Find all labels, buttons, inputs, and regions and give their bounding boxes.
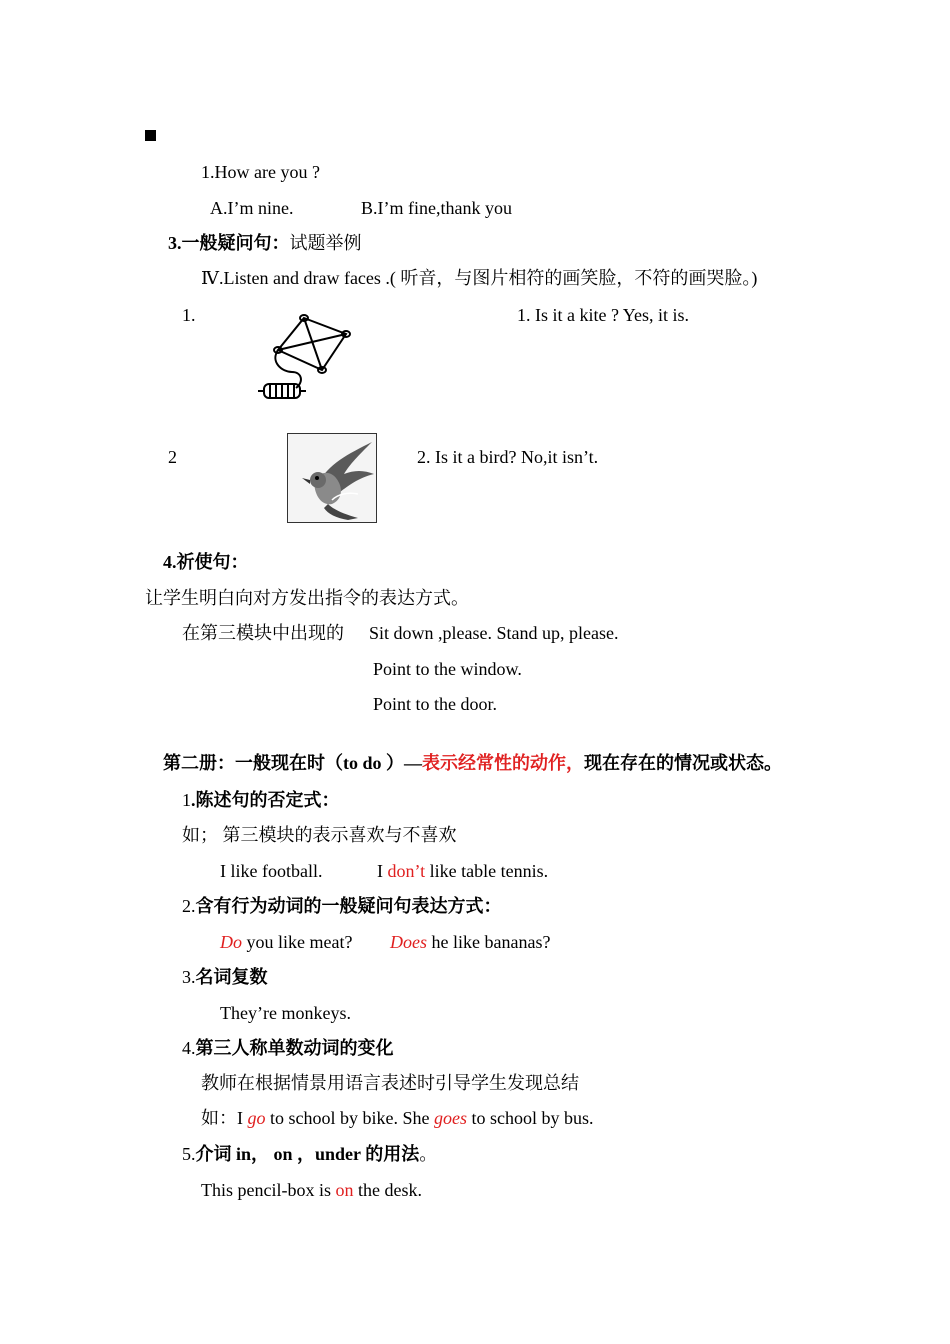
bird-image bbox=[287, 433, 377, 523]
bird-drawing bbox=[288, 434, 376, 522]
point4-example: 如：I go to school by bike. She goes to school by bus. bbox=[201, 1108, 594, 1128]
point2-example-b: Does he like bananas? bbox=[390, 932, 551, 952]
point4-description: 教师在根据情景用语言表述时引导学生发现总结 bbox=[201, 1073, 579, 1093]
imperative-example-2: Point to the window. bbox=[373, 659, 522, 679]
point2-example-a: Do you like meat? bbox=[220, 932, 353, 952]
section4-description: 让学生明白向对方发出指令的表达方式。 bbox=[145, 588, 469, 608]
item2-text: 2. Is it a bird? No,it isn’t. bbox=[417, 447, 599, 467]
imperative-example-1: Sit down ,please. Stand up, please. bbox=[369, 623, 619, 643]
option-a: A.I’m nine. bbox=[210, 198, 294, 218]
point1-heading: 1.陈述句的否定式： bbox=[182, 790, 340, 810]
point5-heading: 5.介词 in， on ，under 的用法。 bbox=[182, 1144, 438, 1164]
book2-title: 第二册：一般现在时（to do ）—表示经常性的动作，现在存在的情况或状态。 bbox=[163, 753, 783, 773]
section3-heading: 3.一般疑问句：试题举例 bbox=[168, 233, 362, 253]
section4-heading: 4.祈使句： bbox=[163, 552, 249, 572]
listen-instruction: Ⅳ.Listen and draw faces .( 听音，与图片相符的画笑脸，不符的画哭脸。) bbox=[201, 268, 758, 288]
option-b: B.I’m fine,thank you bbox=[361, 198, 512, 218]
point1-example-b: I don’t like table tennis. bbox=[377, 861, 549, 881]
kite-image bbox=[256, 312, 356, 408]
point2-heading: 2.含有行为动词的一般疑问句表达方式： bbox=[182, 896, 502, 916]
item2-number: 2 bbox=[168, 447, 177, 467]
point1-example-intro: 如； 第三模块的表示喜欢与不喜欢 bbox=[182, 825, 457, 845]
question-example: 1.How are you ? bbox=[201, 162, 320, 182]
kite-drawing bbox=[256, 312, 356, 408]
module-prefix: 在第三模块中出现的 bbox=[182, 623, 344, 643]
point4-heading: 4.第三人称单数动词的变化 bbox=[182, 1038, 394, 1058]
imperative-example-3: Point to the door. bbox=[373, 694, 498, 714]
point5-example: This pencil-box is on the desk. bbox=[201, 1180, 422, 1200]
point3-example: They’re monkeys. bbox=[220, 1003, 351, 1023]
item1-number: 1. bbox=[182, 305, 196, 325]
item1-text: 1. Is it a kite ? Yes, it is. bbox=[517, 305, 690, 325]
point3-heading: 3.名词复数 bbox=[182, 967, 268, 987]
point1-example-a: I like football. bbox=[220, 861, 323, 881]
bullet-square-icon bbox=[145, 130, 156, 141]
